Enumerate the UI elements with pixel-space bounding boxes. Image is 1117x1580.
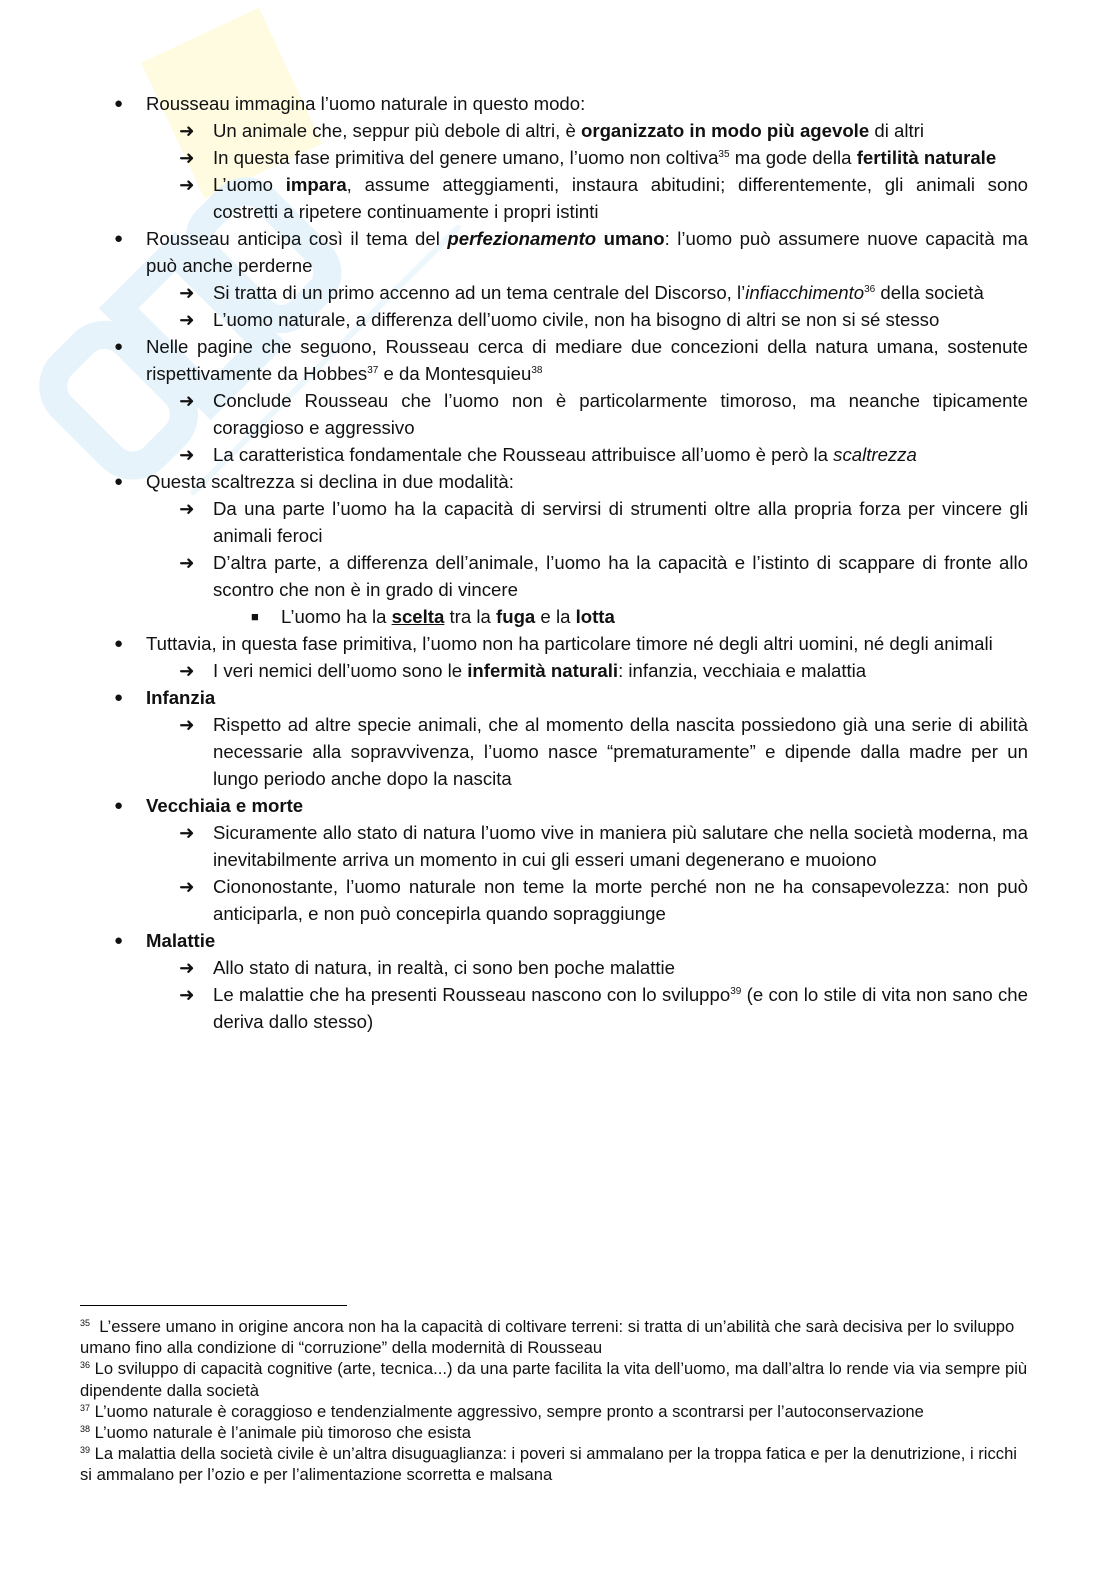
text-run: L’uomo bbox=[213, 174, 286, 195]
text-run: Conclude Rousseau che l’uomo non è particolarmente timoroso, ma neanche tipicamente coraggioso e aggressivo bbox=[213, 390, 1028, 438]
bullet-item bbox=[114, 684, 1028, 711]
arrow-subitem bbox=[179, 657, 1028, 684]
footnote-ref: 39 bbox=[730, 986, 742, 997]
bullet-item bbox=[114, 630, 1028, 657]
bullet-icon: ● bbox=[114, 230, 124, 247]
arrow-icon: ➜ bbox=[179, 822, 195, 843]
text-run: Vecchiaia e morte bbox=[146, 795, 304, 816]
footnote-text: L’essere umano in origine ancora non ha la capacità di coltivare terreni: si tratta di un’abilità che sarà decisiva per lo sviluppo umano fino alla condizione di “corruzione” della modernità di Rousseau bbox=[80, 1317, 1019, 1358]
footnote-text: L’uomo naturale è l’animale più timoroso che esista bbox=[90, 1423, 471, 1443]
text-run: scelta bbox=[391, 606, 445, 627]
footnote-number: 37 bbox=[80, 1402, 91, 1413]
footnote bbox=[80, 1401, 1028, 1422]
bullet-icon: ● bbox=[114, 689, 124, 706]
text-run: Questa scaltrezza si declina in due modalità: bbox=[146, 471, 514, 492]
footnote-text: L’uomo naturale è coraggioso e tendenzialmente aggressivo, sempre pronto a scontrarsi per l’autoconservazione bbox=[90, 1401, 924, 1421]
footnotes bbox=[80, 1316, 1032, 1486]
footnote bbox=[80, 1443, 1028, 1485]
bullet-icon: ● bbox=[114, 338, 124, 355]
footnote-text: Lo sviluppo di capacità cognitive (arte, tecnica...) da una parte facilita la vita dell’uomo, ma dall’altra lo rende via via sempre più dipendente dalla società bbox=[80, 1359, 1032, 1400]
document-body bbox=[114, 90, 1029, 1035]
arrow-subitem bbox=[179, 144, 1028, 171]
arrow-icon: ➜ bbox=[179, 147, 195, 168]
text-run: Sicuramente allo stato di natura l’uomo vive in maniera più salutare che nella società moderna, ma inevitabilmente arriva un momento in cui gli esseri umani degenerano e muoiono bbox=[213, 822, 1028, 870]
arrow-subitem bbox=[179, 954, 1028, 981]
footnote-ref: 35 bbox=[718, 149, 730, 160]
text-run: Ciononostante, l’uomo naturale non teme la morte perché non ne ha consapevolezza: non può anticiparla, e non può concepirla quando sopraggiunge bbox=[213, 876, 1028, 924]
arrow-subitem bbox=[179, 873, 1028, 927]
footnote-ref: 38 bbox=[531, 365, 543, 376]
arrow-icon: ➜ bbox=[179, 444, 195, 465]
text-run: della società bbox=[875, 282, 984, 303]
arrow-subitem bbox=[179, 441, 1028, 468]
text-run: fertilità naturale bbox=[856, 147, 997, 168]
bullet-icon: ● bbox=[114, 473, 124, 490]
bullet-icon: ● bbox=[114, 932, 124, 949]
text-run: impara bbox=[285, 174, 347, 195]
footnote bbox=[80, 1422, 1028, 1443]
arrow-subitem bbox=[179, 549, 1028, 603]
text-run: infiacchimento bbox=[745, 282, 865, 303]
arrow-icon: ➜ bbox=[179, 660, 195, 681]
text-run: scaltrezza bbox=[833, 444, 917, 465]
text-run: organizzato in modo più agevole bbox=[580, 120, 870, 141]
text-run: La caratteristica fondamentale che Rousseau attribuisce all’uomo è però la bbox=[213, 444, 834, 465]
footnote bbox=[80, 1358, 1032, 1400]
square-bullet-icon: ■ bbox=[251, 609, 259, 624]
arrow-icon: ➜ bbox=[179, 120, 195, 141]
footnote-number: 39 bbox=[80, 1445, 91, 1456]
footnote-ref: 37 bbox=[367, 365, 379, 376]
arrow-subitem bbox=[179, 711, 1028, 792]
square-subitem bbox=[251, 603, 1028, 630]
bullet-item bbox=[114, 90, 1028, 117]
text-run: e da Montesquieu bbox=[378, 363, 532, 384]
arrow-icon: ➜ bbox=[179, 309, 195, 330]
text-run: L’uomo ha la bbox=[281, 606, 392, 627]
arrow-icon: ➜ bbox=[179, 984, 195, 1005]
bullet-item bbox=[114, 927, 1028, 954]
text-run: infermità naturali bbox=[467, 660, 619, 681]
arrow-icon: ➜ bbox=[179, 876, 195, 897]
arrow-subitem bbox=[179, 387, 1028, 441]
footnote-number: 38 bbox=[80, 1424, 91, 1435]
arrow-icon: ➜ bbox=[179, 174, 195, 195]
text-run: : l’uomo può assumere nuove capacità ma può anche perderne bbox=[146, 228, 1029, 276]
text-run: lotta bbox=[575, 606, 615, 627]
text-run: perfezionamento bbox=[447, 228, 597, 249]
footnote-number: 35 bbox=[80, 1318, 91, 1328]
text-run: Allo stato di natura, in realtà, ci sono ben poche malattie bbox=[213, 957, 676, 978]
arrow-icon: ➜ bbox=[179, 390, 195, 411]
text-run: (e con lo stile di vita non sano che deriva dallo stesso) bbox=[213, 984, 1028, 1032]
text-run: Rousseau immagina l’uomo naturale in questo modo: bbox=[146, 93, 586, 114]
text-run: Malattie bbox=[146, 930, 216, 951]
text-run: Rousseau anticipa così il tema del bbox=[146, 228, 448, 249]
footnote-separator bbox=[80, 1305, 347, 1306]
arrow-icon: ➜ bbox=[179, 957, 195, 978]
arrow-icon: ➜ bbox=[179, 552, 195, 573]
text-run: Rispetto ad altre specie animali, che al momento della nascita possiedono già una serie di abilità necessarie alla sopravvivenza, l’uomo nasce “prematuramente” e dipende dalla madre per un lungo periodo anche dopo la nascita bbox=[213, 714, 1028, 789]
text-run: : infanzia, vecchiaia e malattia bbox=[618, 660, 867, 681]
text-run: Infanzia bbox=[146, 687, 216, 708]
text-run: Da una parte l’uomo ha la capacità di servirsi di strumenti oltre alla propria forza per vincere gli animali feroci bbox=[213, 498, 1028, 546]
arrow-subitem bbox=[179, 279, 1028, 306]
bullet-icon: ● bbox=[114, 95, 124, 112]
arrow-icon: ➜ bbox=[179, 282, 195, 303]
text-run: ma gode della bbox=[729, 147, 857, 168]
arrow-subitem bbox=[179, 306, 1028, 333]
text-run: e la bbox=[535, 606, 576, 627]
text-run: Le malattie che ha presenti Rousseau nascono con lo sviluppo bbox=[213, 984, 731, 1005]
footnote bbox=[80, 1316, 1028, 1358]
text-run: In questa fase primitiva del genere umano, l’uomo non coltiva bbox=[213, 147, 719, 168]
arrow-subitem bbox=[179, 981, 1028, 1035]
arrow-subitem bbox=[179, 117, 1028, 144]
bullet-icon: ● bbox=[114, 635, 124, 652]
bullet-item bbox=[114, 333, 1028, 387]
arrow-icon: ➜ bbox=[179, 498, 195, 519]
text-run: Nelle pagine che seguono, Rousseau cerca di mediare due concezioni della natura umana, sostenute rispettivamente da Hobbes bbox=[146, 336, 1028, 384]
text-run: , assume atteggiamenti, instaura abitudini; differentemente, gli animali sono costretti a ripetere continuamente i propri istinti bbox=[213, 174, 1028, 222]
footnote-number: 36 bbox=[80, 1360, 91, 1371]
bullet-item bbox=[114, 468, 1028, 495]
footnote-text: La malattia della società civile è un’altra disuguaglianza: i poveri si ammalano per la troppa fatica e per la denutrizione, i ricchi si ammalano per l’ozio e per l’alimentazione scorretta e malsana bbox=[80, 1444, 1022, 1485]
arrow-subitem bbox=[179, 819, 1028, 873]
arrow-subitem bbox=[179, 171, 1028, 225]
text-run: L’uomo naturale, a differenza dell’uomo civile, non ha bisogno di altri se non si sé stesso bbox=[213, 309, 940, 330]
bullet-item bbox=[114, 792, 1028, 819]
footnote-ref: 36 bbox=[864, 284, 876, 295]
arrow-icon: ➜ bbox=[179, 714, 195, 735]
bullet-icon: ● bbox=[114, 797, 124, 814]
text-run: di altri bbox=[869, 120, 924, 141]
text-run: fuga bbox=[496, 606, 536, 627]
text-run: tra la bbox=[444, 606, 497, 627]
text-run: umano bbox=[596, 228, 665, 249]
text-run: Un animale che, seppur più debole di altri, è bbox=[213, 120, 581, 141]
text-run: I veri nemici dell’uomo sono le bbox=[213, 660, 468, 681]
bullet-item bbox=[114, 225, 1029, 279]
text-run: Tuttavia, in questa fase primitiva, l’uomo non ha particolare timore né degli altri uomini, né degli animali bbox=[146, 633, 993, 654]
text-run: D’altra parte, a differenza dell’animale, l’uomo ha la capacità e l’istinto di scappare di fronte allo scontro che non è in grado di vincere bbox=[213, 552, 1028, 600]
arrow-subitem bbox=[179, 495, 1028, 549]
text-run: Si tratta di un primo accenno ad un tema centrale del Discorso, l’ bbox=[213, 282, 746, 303]
